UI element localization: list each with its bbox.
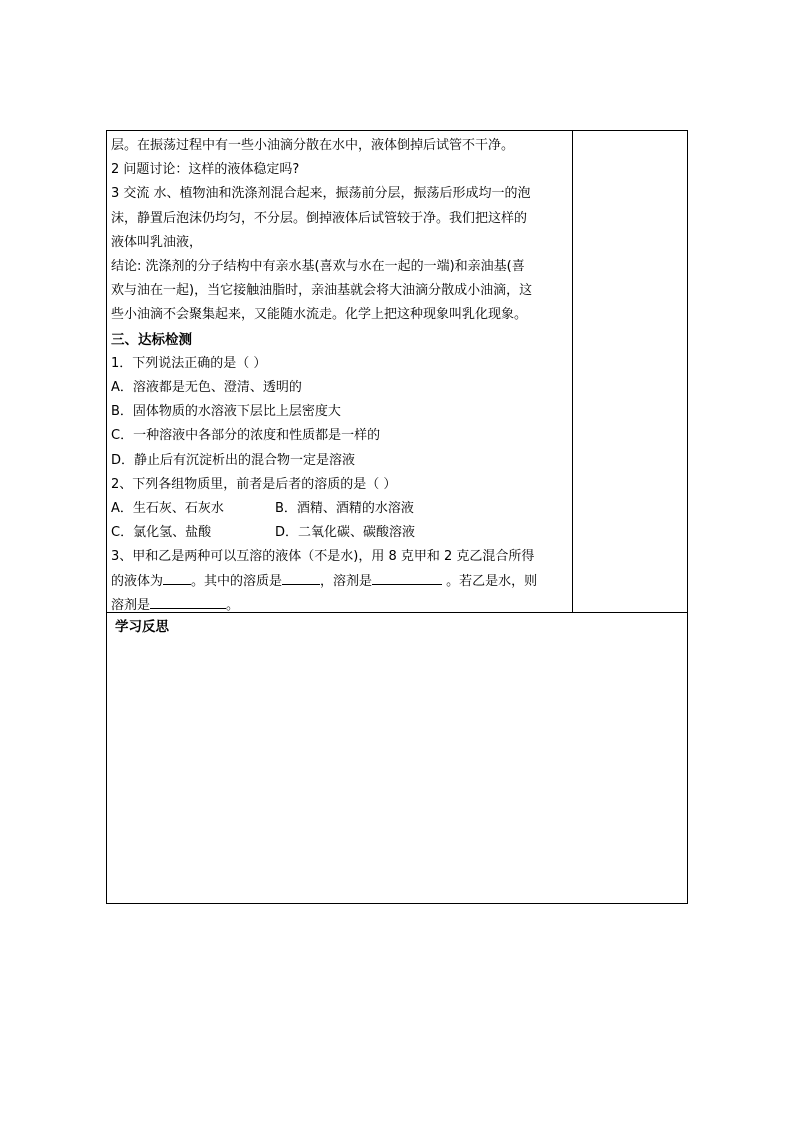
question-2-option-b: B．酒精、酒精的水溶液 (275, 501, 414, 517)
reflection-title: 学习反思 (115, 619, 169, 635)
question-2-option-c: C．氯化氢、盐酸 (111, 525, 212, 541)
section-heading: 三、达标检测 (111, 331, 192, 348)
q3-text: 的液体为 (111, 573, 164, 589)
reflection-cell (107, 612, 687, 903)
q3-text: 。若乙是水，则 (442, 573, 538, 589)
content-cell (107, 131, 573, 613)
question-2-options-row-1 (111, 497, 568, 521)
text-line: 液体叫乳油液， (111, 234, 203, 250)
notes-cell (573, 131, 687, 613)
text-line: 沫，静置后泡沫仍均匀，不分层。倒掉液体后试管较于净。我们把这样的 (111, 210, 528, 226)
question-3-line-1: 3、甲和乙是两种可以互溶的液体（不是水)，用 8 克甲和 2 克乙混合所得 (111, 549, 535, 565)
question-2-option-a: A．生石灰、石灰水 (111, 501, 224, 517)
q3-text: 。 (226, 597, 240, 613)
question-1-option-c: C．一种溶液中各部分的浓度和性质都是一样的 (111, 428, 381, 444)
text-line: 层。在振荡过程中有一些小油滴分散在水中，液体倒掉后试管不干净。 (111, 138, 515, 153)
text-line: 欢与油在一起)，当它接触油脂时，亲油基就会将大油滴分散成小油滴，这 (111, 283, 533, 299)
answer-blank-liquid[interactable] (163, 570, 191, 585)
worksheet-table (106, 130, 688, 904)
text-line: 2 问题讨论：这样的液体稳定吗? (111, 162, 300, 178)
q3-text: ，溶剂是 (320, 573, 373, 589)
q3-text: 。其中的溶质是 (191, 573, 283, 589)
question-1-stem: 1．下列说法正确的是（ ） (111, 355, 267, 371)
text-line: 3 交流 水、植物油和洗涤剂混合起来，振荡前分层，振荡后形成均一的泡 (111, 186, 531, 202)
q3-text: 溶剂是 (111, 597, 151, 613)
question-2-options-row-2 (111, 521, 568, 545)
question-2-option-d: D．二氧化碳、碳酸溶液 (275, 525, 416, 541)
question-1-option-d: D．静止后有沉淀析出的混合物一定是溶液 (111, 452, 356, 468)
question-1-option-a: A．溶液都是无色、澄清、透明的 (111, 380, 302, 396)
question-2-stem: 2、下列各组物质里，前者是后者的溶质的是（ ） (111, 476, 397, 492)
text-line: 结论: 洗涤剂的分子结构中有亲水基(喜欢与水在一起的一端)和亲油基(喜 (111, 259, 525, 275)
question-1-option-b: B．固体物质的水溶液下层比上层密度大 (111, 404, 341, 420)
answer-blank-solvent-water[interactable] (150, 594, 226, 609)
text-line: 些小油滴不会聚集起来，又能随水流走。化学上把这种现象叫乳化现象。 (111, 307, 528, 323)
answer-blank-solvent[interactable] (372, 570, 442, 585)
question-3-line-2 (111, 570, 568, 594)
answer-blank-solute[interactable] (282, 570, 320, 585)
